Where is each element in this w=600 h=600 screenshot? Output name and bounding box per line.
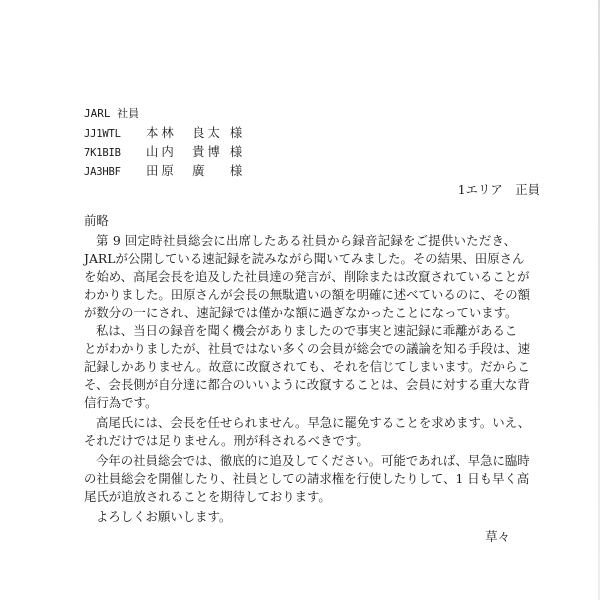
body-line: を始め、高尾会長を追及した社員達の発言が、削除または改竄されていることが bbox=[84, 269, 530, 284]
body-line: とがわかりましたが、社員ではない多くの会員が総会での議論を知る手段は、速 bbox=[84, 341, 531, 356]
body-line: そ、会長側が自分達に都合のいいように改竄することは、会員に対する重大な背 bbox=[84, 377, 530, 392]
recipient-callsign: JJ1WTL bbox=[84, 128, 121, 140]
recipient-line bbox=[84, 162, 242, 181]
recipient-name: 田原 廣 bbox=[145, 163, 208, 178]
body-line: の社員総会を開催したり、社員としての請求権を行使したりして、1 日も早く高 bbox=[84, 471, 530, 486]
body-line: よろしくお願いします。 bbox=[96, 509, 232, 524]
recipient-line bbox=[84, 124, 242, 143]
recipient-honorific: 様 bbox=[229, 125, 243, 140]
body-line: JARLが公開している速記録を読みながら聞いてみました。その結果、田原さん bbox=[84, 251, 525, 266]
body-line: わかりました。田原さんが会長の無駄遣いの額を明確に述べているのに、その額 bbox=[84, 287, 531, 302]
body-line: 信行為です。 bbox=[84, 395, 158, 410]
body-line: 尾氏が追放されることを期待しております。 bbox=[84, 489, 331, 504]
recipient-line bbox=[84, 143, 242, 162]
closing: 草々 bbox=[485, 529, 510, 544]
body-line: が数分の一にされ、速記録では僅かな額に過ぎなかったことになっています。 bbox=[84, 305, 518, 320]
recipient-callsign: JA3HBF bbox=[84, 166, 121, 178]
body-line: それだけでは足りません。刑が科されるべきです。 bbox=[84, 433, 369, 448]
body-line: 私は、当日の録音を聞く機会がありましたので事実と速記録に乖離があるこ bbox=[96, 323, 518, 338]
recipient-name: 本林 良太 bbox=[145, 125, 223, 140]
recipient-honorific: 様 bbox=[229, 163, 243, 178]
recipient-name: 山内 貴博 bbox=[145, 144, 223, 159]
body-line: 今年の社員総会では、徹底的に追及してください。可能であれば、早急に臨時 bbox=[96, 453, 530, 468]
body-line: 高尾氏には、会長を任せられません。早急に罷免することを求めます。いえ、 bbox=[96, 415, 531, 430]
body-line: 記録しかありません。故意に改竄されても、それを信じてしまいます。だからこ bbox=[84, 359, 530, 374]
salutation: 前略 bbox=[84, 213, 109, 228]
recipient-honorific: 様 bbox=[229, 144, 243, 159]
recipient-org: JARL 社員 bbox=[84, 107, 140, 120]
recipient-callsign: 7K1BIB bbox=[84, 147, 121, 159]
body-line: 第 9 回定時社員総会に出席したある社員から録音記録をご提供いただき、 bbox=[96, 233, 516, 248]
sender-line: 1エリア 正員 bbox=[457, 182, 540, 197]
